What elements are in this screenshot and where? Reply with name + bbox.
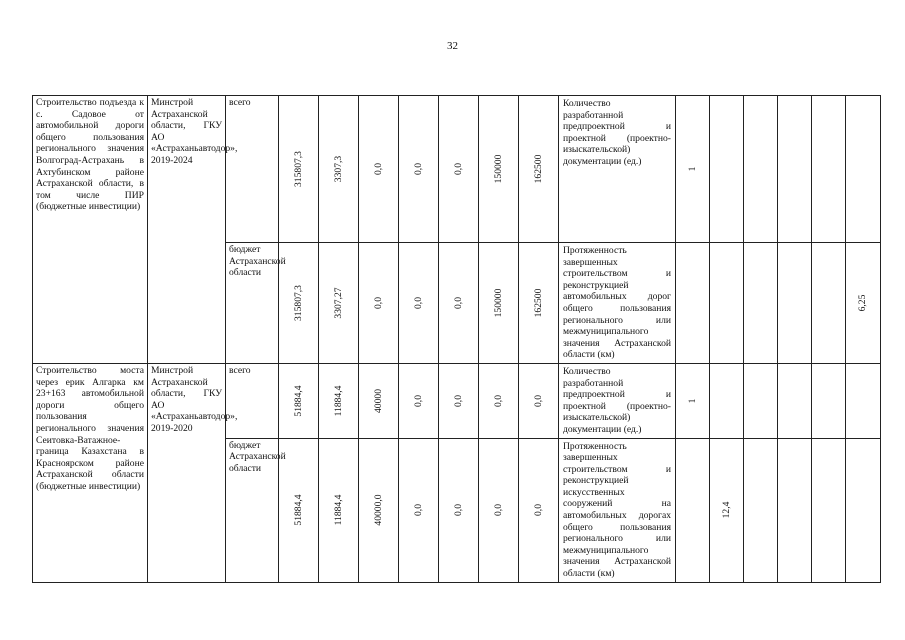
value-cell: 0,0 [479, 438, 519, 582]
value-cell: 0,0 [439, 438, 479, 582]
value-cell: 0,0 [399, 243, 439, 364]
value-cell: 0,0 [359, 96, 399, 243]
target-cell [812, 363, 846, 438]
target-cell [812, 243, 846, 364]
target-cell [846, 96, 881, 243]
value-cell: 40000 [359, 363, 399, 438]
value-cell: 162500 [519, 96, 559, 243]
page-number: 32 [447, 40, 458, 52]
indicator-cell: Протяженность завершенных строительством и реконструкцией искусственных сооружений на автомобильных дорогах общего пользования регионального или межмуниципального значения Астраханской области (км) [559, 438, 676, 582]
value-cell: 3307,27 [319, 243, 359, 364]
target-cell [744, 438, 778, 582]
value-cell: 0,0 [519, 363, 559, 438]
target-cell [744, 363, 778, 438]
value-cell: 0,0 [439, 243, 479, 364]
funding-source: всего [226, 363, 279, 438]
value-cell: 0,0 [399, 363, 439, 438]
target-cell [812, 96, 846, 243]
value-cell: 51884,4 [279, 363, 319, 438]
target-cell: 6,25 [846, 243, 881, 364]
value-cell: 150000 [479, 96, 519, 243]
target-cell [778, 363, 812, 438]
object-name: Строительство моста через ерик Алгарка км 23+163 автомобильной дороги общего пользования регионального значения Сеитовка-Ватажное-граница Казахстана в Красноярском районе Астраханской области (бюджетные инвестиции) [33, 363, 148, 582]
value-cell: 40000,0 [359, 438, 399, 582]
program-table [32, 95, 881, 583]
target-cell [744, 243, 778, 364]
target-cell [812, 438, 846, 582]
target-cell [676, 438, 710, 582]
target-cell [846, 438, 881, 582]
executor-cell: Минстрой Астраханской области, ГКУ АО «Астраханьавтодор», 2019-2024 [148, 96, 226, 364]
target-cell [778, 96, 812, 243]
indicator-cell: Количество разработанной предпроектной и проектной (проектно-изыскательской) документации (ед.) [559, 96, 676, 243]
funding-source: бюджет Астраханской области [226, 438, 279, 582]
value-cell: 0,0 [359, 243, 399, 364]
funding-source: всего [226, 96, 279, 243]
value-cell: 150000 [479, 243, 519, 364]
target-cell [846, 363, 881, 438]
object-name: Строительство подъезда к с. Садовое от автомобильной дороги общего пользования регионального значения Волгоград-Астрахань в Ахтубинском районе Астраханской области, в том числе ПИР (бюджетные инвестиции) [33, 96, 148, 364]
value-cell: 0,0 [439, 363, 479, 438]
target-cell: 1 [676, 363, 710, 438]
value-cell: 0,0 [399, 438, 439, 582]
target-cell [710, 96, 744, 243]
indicator-cell: Количество разработанной предпроектной и проектной (проектно-изыскательской) документации (ед.) [559, 363, 676, 438]
value-cell: 0,0 [479, 363, 519, 438]
target-cell [744, 96, 778, 243]
value-cell: 3307,3 [319, 96, 359, 243]
value-cell: 0,0 [519, 438, 559, 582]
value-cell: 0,0 [439, 96, 479, 243]
value-cell: 11884,4 [319, 438, 359, 582]
executor-cell: Минстрой Астраханской области, ГКУ АО «Астраханьавтодор», 2019-2020 [148, 363, 226, 582]
target-cell: 12,4 [710, 438, 744, 582]
target-cell [710, 243, 744, 364]
value-cell: 315807,3 [279, 96, 319, 243]
target-cell [778, 438, 812, 582]
table-row [33, 96, 881, 243]
target-cell [710, 363, 744, 438]
funding-source: бюджет Астраханской области [226, 243, 279, 364]
value-cell: 162500 [519, 243, 559, 364]
table-row [33, 363, 881, 438]
value-cell: 11884,4 [319, 363, 359, 438]
target-cell [676, 243, 710, 364]
value-cell: 51884,4 [279, 438, 319, 582]
target-cell [778, 243, 812, 364]
value-cell: 0,0 [399, 96, 439, 243]
target-cell: 1 [676, 96, 710, 243]
value-cell: 315807,3 [279, 243, 319, 364]
indicator-cell: Протяженность завершенных строительством и реконструкцией автомобильных дорог общего пользования регионального или межмуниципального значения Астраханской области (км) [559, 243, 676, 364]
